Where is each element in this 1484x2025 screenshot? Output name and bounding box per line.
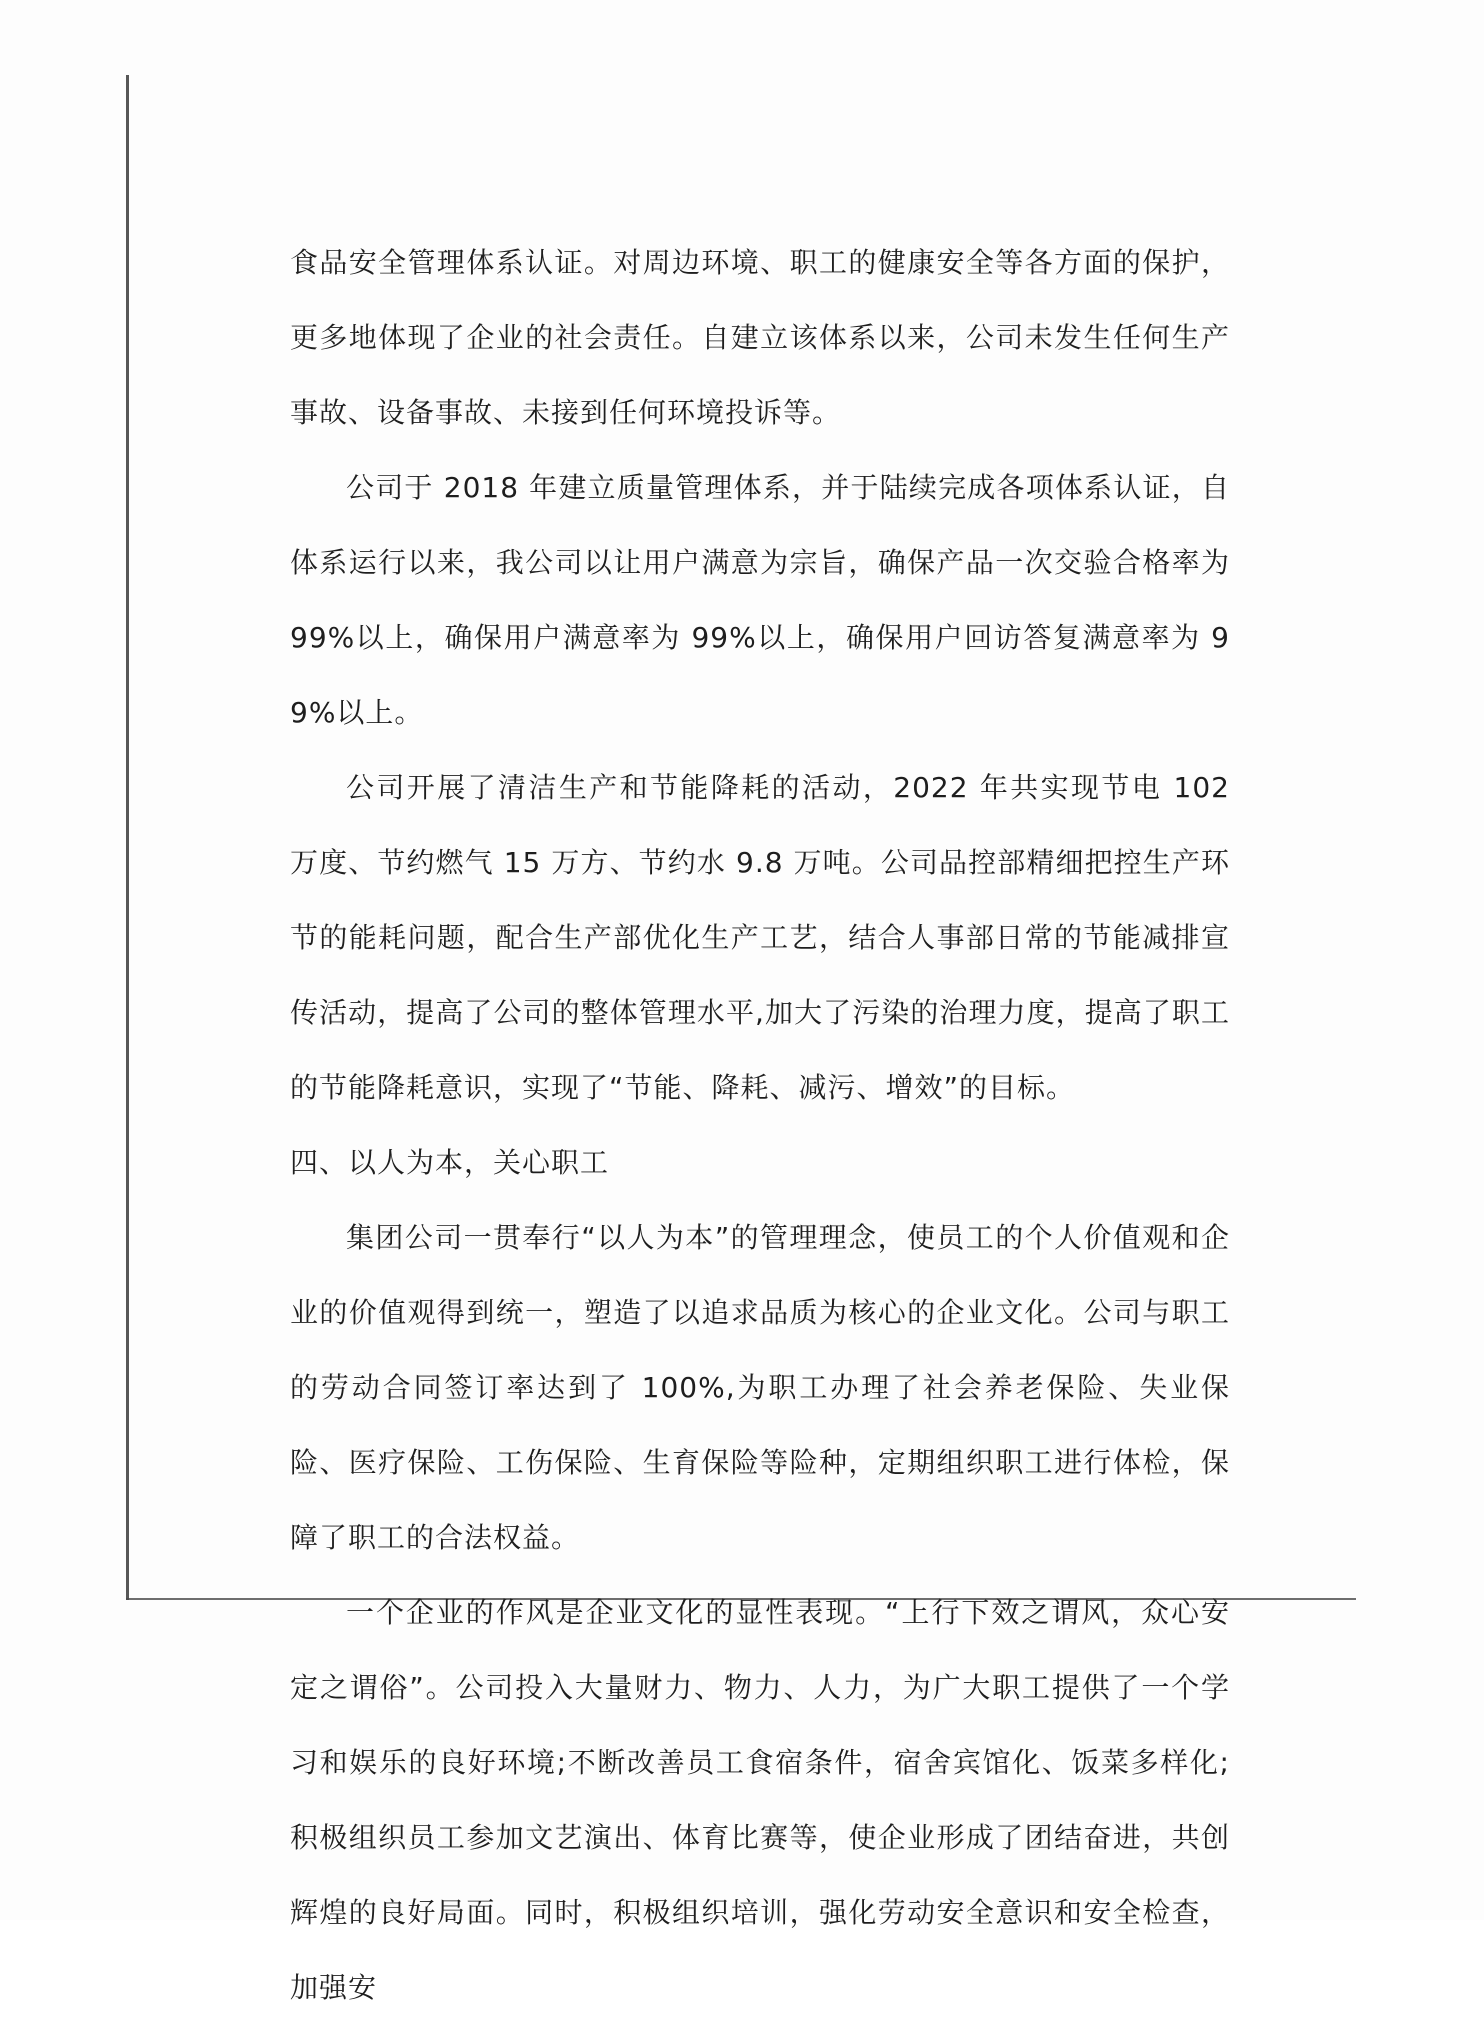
page-left-edge-shadow (126, 75, 129, 1600)
section-heading: 四、以人为本，关心职工 (290, 1146, 610, 1179)
paragraph-corporate-culture: 一个企业的作风是企业文化的显性表现。“上行下效之谓风，众心安定之谓俗”。公司投入大量财力、物力、人力，为广大职工提供了一个学习和娱乐的良好环境;不断改善员工食宿条件，宿舍宾馆化、饭菜多样化;积极组织员工参加文艺演出、体育比赛等，使企业形成了团结奋进，共创辉煌的良好局面。同时，积极组织培训，强化劳动安全意识和安全检查，加强安 (290, 1596, 1230, 2004)
paragraph-continuation: 食品安全管理体系认证。对周边环境、职工的健康安全等各方面的保护，更多地体现了企业的社会责任。自建立该体系以来，公司未发生任何生产事故、设备事故、未接到任何环境投诉等。 (290, 246, 1230, 429)
document-body (290, 225, 1230, 2025)
paragraph-quality-system: 公司于 2018 年建立质量管理体系，并于陆续完成各项体系认证，自体系运行以来，我公司以让用户满意为宗旨，确保产品一次交验合格率为 99%以上，确保用户满意率为 99%以上，确保用户回访答复满意率为 99%以上。 (290, 471, 1230, 729)
paragraph-people-oriented: 集团公司一贯奉行“以人为本”的管理理念，使员工的个人价值观和企业的价值观得到统一，塑造了以追求品质为核心的企业文化。公司与职工的劳动合同签订率达到了 100%,为职工办理了社会养老保险、失业保险、医疗保险、工伤保险、生育保险等险种，定期组织职工进行体检，保障了职工的合法权益。 (290, 1221, 1230, 1554)
paragraph-energy-saving: 公司开展了清洁生产和节能降耗的活动，2022 年共实现节电 102 万度、节约燃气 15 万方、节约水 9.8 万吨。公司品控部精细把控生产环节的能耗问题，配合生产部优化生产工艺，结合人事部日常的节能减排宣传活动，提高了公司的整体管理水平,加大了污染的治理力度，提高了职工的节能降耗意识，实现了“节能、降耗、减污、增效”的目标。 (290, 771, 1230, 1104)
